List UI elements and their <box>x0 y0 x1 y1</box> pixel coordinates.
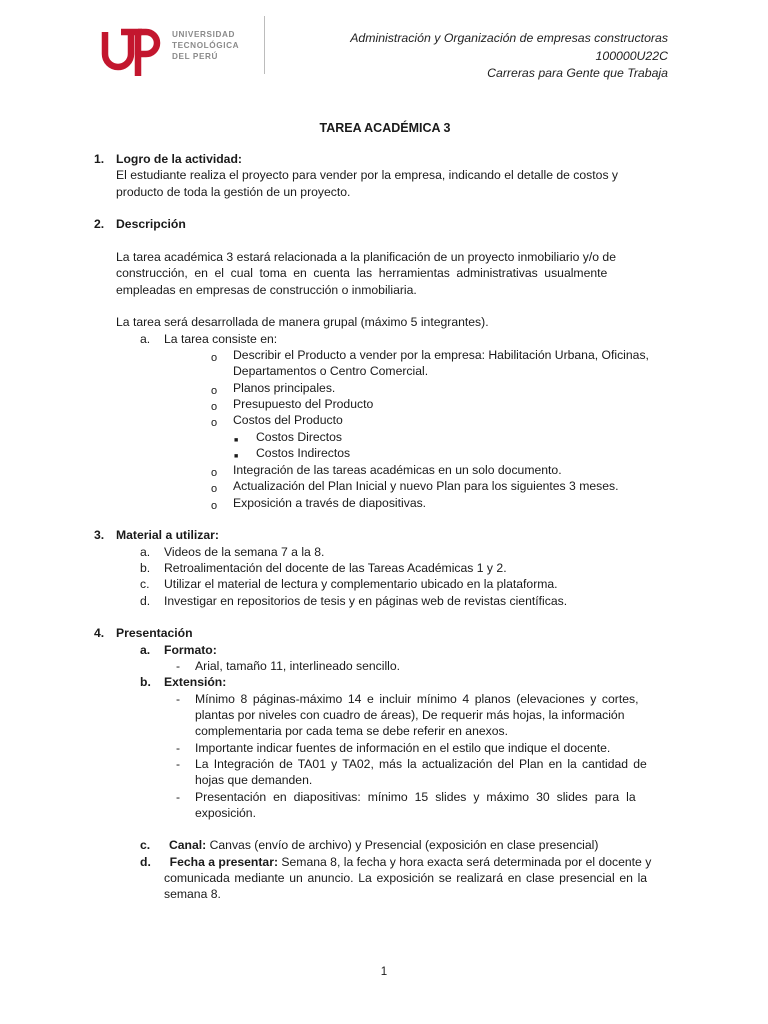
course-name: Administración y Organización de empresas constructoras <box>350 31 668 45</box>
bullet-icon: o <box>211 385 218 397</box>
extension-detail: Importante indicar fuentes de información en el estilo que indique el docente. <box>195 741 611 755</box>
extension-detail-continuation: complementaria por cada tema se debe referir en anexos. <box>195 724 508 738</box>
section-3-number: 3. <box>94 528 105 542</box>
date-item <box>140 854 651 870</box>
extension-detail: La Integración de TA01 y TA02, más la actualización del Plan en la cantidad de <box>195 757 647 771</box>
material-item: Videos de la semana 7 a la 8. <box>164 545 325 559</box>
section-1-heading: Logro de la actividad: <box>116 152 242 166</box>
material-item-marker: c. <box>140 577 150 591</box>
sub-list-item: Costos Directos <box>256 430 343 444</box>
section-1-number: 1. <box>94 152 105 166</box>
page-title: TAREA ACADÉMICA 3 <box>319 121 451 135</box>
dash-icon: - <box>176 790 181 804</box>
material-item-marker: b. <box>140 561 151 575</box>
bullet-icon: o <box>211 401 218 413</box>
list-item: Presupuesto del Producto <box>233 397 374 411</box>
date-heading: Fecha a presentar: <box>169 855 279 869</box>
logo-text: UNIVERSIDAD TECNOLÓGICA DEL PERÚ <box>172 30 240 61</box>
material-item-marker: d. <box>140 594 151 608</box>
extension-heading: Extensión: <box>164 675 227 689</box>
dash-icon: - <box>176 659 181 673</box>
section-2-paragraph-line-2: construcción, en el cual toma en cuenta las herramientas administrativas usualmente <box>116 266 608 280</box>
list-item: Actualización del Plan Inicial y nuevo Plan para los siguientes 3 meses. <box>233 479 619 493</box>
document-body <box>94 0 676 1024</box>
section-2-heading: Descripción <box>116 217 186 231</box>
section-4-number: 4. <box>94 626 105 640</box>
date-text-continuation: comunicada mediante un anuncio. La exposición se realizará en clase presencial en la <box>164 871 648 885</box>
extension-detail-continuation: exposición. <box>195 806 256 820</box>
course-code: 100000U22C <box>595 48 668 63</box>
square-bullet-icon: ■ <box>234 437 239 444</box>
extension-detail: Presentación en diapositivas: mínimo 15 slides y máximo 30 slides para la <box>195 790 636 804</box>
list-item: Describir el Producto a vender por la empresa: Habilitación Urbana, Oficinas, <box>233 348 649 362</box>
list-item: Integración de las tareas académicas en un solo documento. <box>233 463 562 477</box>
date-text: Semana 8, la fecha y hora exacta será determinada por el docente y <box>278 855 652 869</box>
bullet-icon: o <box>211 483 218 495</box>
format-heading: Formato: <box>164 643 217 657</box>
channel-marker: c. <box>140 838 151 852</box>
material-item-marker: a. <box>140 545 151 559</box>
extension-detail: Mínimo 8 páginas-máximo 14 e incluir mínimo 4 planos (elevaciones y cortes, <box>195 692 639 706</box>
section-2-item-a-marker: a. <box>140 332 151 346</box>
page-number: 1 <box>380 966 388 978</box>
bullet-icon: o <box>211 467 218 479</box>
channel-heading: Canal: <box>168 838 207 852</box>
material-item: Investigar en repositorios de tesis y en páginas web de revistas científicas. <box>164 594 568 608</box>
sub-list-item: Costos Indirectos <box>256 446 351 460</box>
channel-text: Canvas (envío de archivo) y Presencial (exposición en clase presencial) <box>206 838 599 852</box>
section-3-heading: Material a utilizar: <box>116 528 219 542</box>
list-item: Exposición a través de diapositivas. <box>233 496 427 510</box>
program-name: Carreras para Gente que Trabaja <box>487 66 668 80</box>
square-bullet-icon: ■ <box>234 453 239 460</box>
list-item: Costos del Producto <box>233 413 343 427</box>
dash-icon: - <box>176 741 181 755</box>
material-item: Utilizar el material de lectura y complementario ubicado en la plataforma. <box>164 577 558 591</box>
section-4-heading: Presentación <box>116 626 193 640</box>
dash-icon: - <box>176 692 181 706</box>
list-item: Planos principales. <box>233 381 336 395</box>
date-text-continuation: semana 8. <box>164 887 221 901</box>
date-marker: d. <box>140 855 151 869</box>
extension-detail-continuation: plantas por niveles con cuadro de áreas), De requerir más hojas, la información <box>195 708 625 722</box>
format-detail: Arial, tamaño 11, interlineado sencillo. <box>195 659 401 673</box>
dash-icon: - <box>176 757 181 771</box>
format-marker: a. <box>140 643 151 657</box>
section-2-group-note: La tarea será desarrollada de manera grupal (máximo 5 integrantes). <box>116 315 489 329</box>
extension-marker: b. <box>140 675 151 689</box>
bullet-icon: o <box>211 352 218 364</box>
bullet-icon: o <box>211 417 218 429</box>
section-1-text-2: producto de toda la gestión de un proyecto. <box>116 185 351 199</box>
section-2-number: 2. <box>94 217 105 231</box>
section-2-paragraph-line-3: empleadas en empresas de construcción o inmobiliaria. <box>116 283 417 297</box>
section-2-paragraph-line-1: La tarea académica 3 estará relacionada a la planificación de un proyecto inmobiliario y/o de <box>116 250 616 264</box>
list-item-continuation: Departamentos o Centro Comercial. <box>233 364 429 378</box>
channel-item <box>140 837 598 853</box>
section-2-item-a-text: La tarea consiste en: <box>164 332 278 346</box>
extension-detail-continuation: hojas que demanden. <box>195 773 313 787</box>
bullet-icon: o <box>211 500 218 512</box>
material-item: Retroalimentación del docente de las Tareas Académicas 1 y 2. <box>164 561 507 575</box>
section-1-text: El estudiante realiza el proyecto para vender por la empresa, indicando el detalle de costos y <box>116 168 619 182</box>
